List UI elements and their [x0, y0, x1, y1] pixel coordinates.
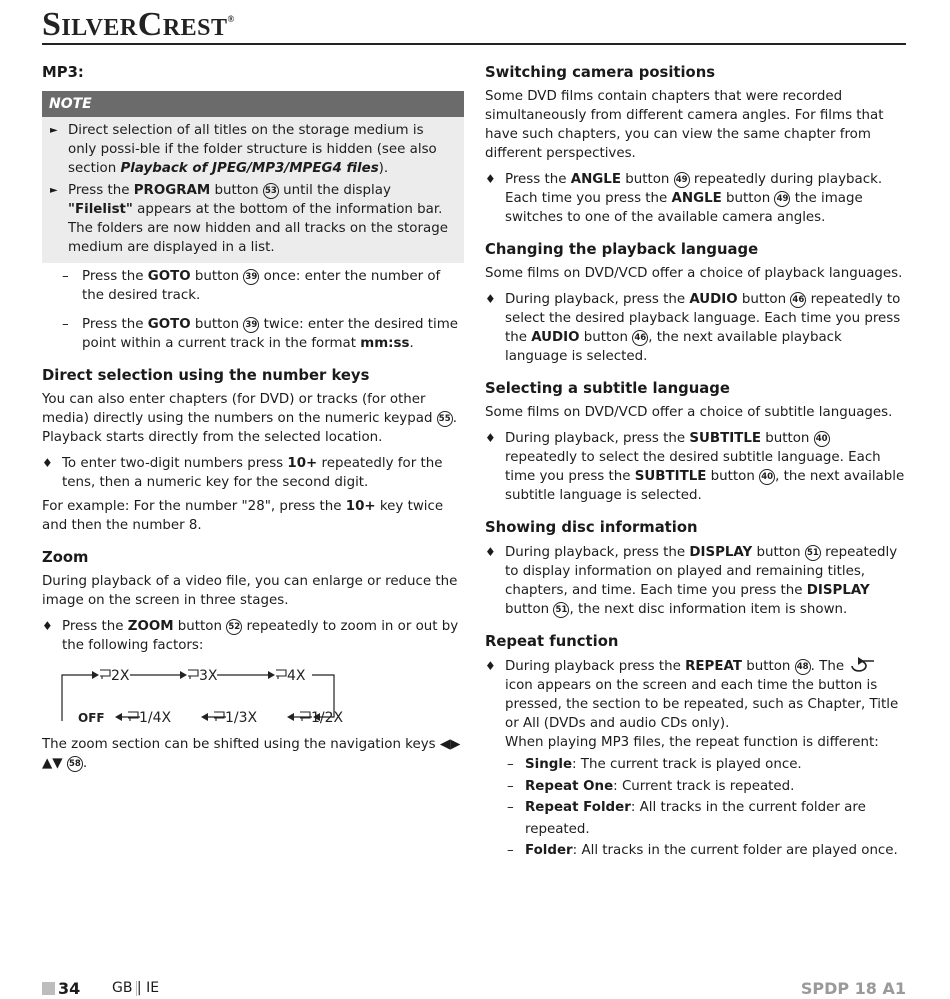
zoom-cycle-diagram	[42, 659, 352, 729]
header-rule	[42, 43, 906, 45]
repeat-heading: Repeat function	[485, 633, 619, 650]
bullet-item: ♦ During playback press the REPEAT button 48 . The icon appears on the screen and each time the button is pressed, the section to be repeated, such as Chapter, Title or All (DVDs and audio CDs only). When playing MP3 files, the repeat function is different: – Single: The current track is played once. – Repeat One: Current track is repeated. – Repeat Folder: All tracks in the current folder are repeated. – Folder: All tracks in the current folder are played once.	[485, 657, 905, 862]
bullet-item: ♦ Press the ZOOM button 52 repeatedly to zoom in or out by the following factors:	[42, 619, 459, 654]
country-codes: GB | IE	[112, 980, 160, 996]
camera-text: Some DVD films contain chapters that were recorded simultaneously from different camera angles. For films that have such chapters, you can view the same chapter from different perspectives.	[485, 89, 884, 161]
page-footer	[42, 979, 906, 999]
subtitle-text: Some films on DVD/VCD offer a choice of subtitle languages.	[485, 405, 893, 420]
bullet-item: ♦ During playback, press the SUBTITLE button 40 repeatedly to select the desired subtitle language. Each time you press the SUBTITLE button 40 , the next available subtitle language is selected.	[485, 431, 905, 503]
zoom-1-3x-label: 1/3X	[225, 710, 258, 727]
key-number-badge: 46	[790, 292, 806, 308]
key-number-badge: 48	[795, 659, 811, 675]
diamond-bullet-icon: ♦	[42, 456, 53, 471]
goto-step: – Press the GOTO button 39 once: enter the number of the desired track.	[62, 269, 441, 304]
repeat-mode-item: – Repeat Folder: All tracks in the current folder are repeated.	[507, 800, 866, 837]
subtitle-heading: Selecting a subtitle language	[485, 380, 730, 397]
up-down-arrows-icon: ▲▼	[42, 756, 63, 772]
zoom-2x-label: 2X	[111, 668, 130, 685]
key-number-badge: 53	[263, 183, 279, 199]
repeat-modes-list	[505, 754, 905, 862]
direct-selection-heading: Direct selection using the number keys	[42, 367, 370, 385]
language-text: Some films on DVD/VCD offer a choice of playback languages.	[485, 266, 903, 281]
footer-square-icon	[42, 982, 55, 995]
zoom-off-label: OFF	[78, 711, 105, 726]
key-number-badge: 51	[805, 545, 821, 561]
note-item: ► Press the PROGRAM button 53 until the display "Filelist" appears at the bottom of the information bar. The folders are now hidden and all tracks on the storage medium are displayed in a list.	[50, 182, 448, 256]
bullet-item: ♦ Press the ANGLE button 49 repeatedly during playback. Each time you press the ANGLE button 49 the image switches to one of the available camera angles.	[485, 172, 883, 225]
repeat-mode-item: – Folder: All tracks in the current folder are played once.	[507, 843, 898, 858]
disc-info-heading: Showing disc information	[485, 519, 698, 536]
zoom-1-4x-label: 1/4X	[139, 710, 172, 727]
zoom-1-2x-label: 1/2X	[311, 710, 344, 727]
left-column	[42, 64, 464, 773]
note-label: NOTE	[42, 91, 464, 117]
note-item: ► Direct selection of all titles on the storage medium is only possi-ble if the folder structure is hidden (see also section Playback of JPEG/MP3/MPEG4 files).	[50, 123, 437, 177]
key-number-badge: 49	[774, 191, 790, 207]
mp3-heading: MP3:	[42, 64, 84, 81]
diamond-bullet-icon: ♦	[42, 619, 53, 634]
bullet-item: ♦ During playback, press the AUDIO button 46 repeatedly to select the desired playback language. Each time you press the AUDIO button 46 , the next available playback language is selected.	[485, 292, 901, 364]
arrow-icon: ►	[50, 184, 58, 196]
diamond-bullet-icon: ♦	[485, 431, 496, 445]
zoom-heading: Zoom	[42, 549, 89, 567]
diamond-bullet-icon: ♦	[485, 172, 496, 186]
goto-step: – Press the GOTO button 39 twice: enter the desired time point within a current track in the format mm:ss.	[62, 317, 458, 352]
right-column	[485, 64, 905, 862]
diamond-bullet-icon: ♦	[485, 292, 496, 306]
key-number-badge: 58	[67, 756, 83, 772]
note-box	[42, 117, 464, 263]
direct-selection-text: You can also enter chapters (for DVD) or tracks (for other media) directly using the numbers on the numeric keypad 55 . Playback starts directly from the selected location.	[42, 392, 457, 446]
example-text: For example: For the number "28", press the 10+ key twice and then the number 8.	[42, 499, 444, 534]
key-number-badge: 40	[759, 469, 775, 485]
key-number-badge: 39	[243, 269, 259, 285]
diamond-bullet-icon: ♦	[485, 659, 496, 673]
bullet-item: ♦ During playback, press the DISPLAY button 51 repeatedly to display information on played and remaining titles, chapters, and time. Each time you press the DISPLAY button 51 , the next disc information item is shown.	[485, 545, 898, 617]
key-number-badge: 39	[243, 317, 259, 333]
arrow-icon: ►	[50, 125, 58, 136]
zoom-text: During playback of a video file, you can enlarge or reduce the image on the screen in three stages.	[42, 574, 458, 609]
key-number-badge: 51	[553, 602, 569, 618]
language-heading: Changing the playback language	[485, 241, 759, 258]
zoom-3x-label: 3X	[199, 668, 218, 685]
bullet-item: ♦ To enter two-digit numbers press 10+ repeatedly for the tens, then a numeric key for the second digit.	[42, 456, 443, 491]
model-number: SPDP 18 A1	[800, 979, 906, 998]
left-right-arrows-icon: ◀▶	[439, 737, 461, 753]
key-number-badge: 46	[632, 330, 648, 346]
key-number-badge: 40	[814, 431, 830, 447]
repeat-mode-item: – Repeat One: Current track is repeated.	[507, 778, 795, 794]
brand-logo: SILVERCREST®	[42, 6, 235, 43]
camera-heading: Switching camera positions	[485, 64, 716, 81]
repeat-icon	[848, 657, 878, 673]
zoom-4x-label: 4X	[287, 668, 306, 685]
navigation-text: The zoom section can be shifted using the navigation keys ◀▶ ▲▼ 58 .	[42, 737, 461, 772]
repeat-mode-item: – Single: The current track is played once.	[507, 757, 802, 772]
page-number: 34	[58, 979, 81, 998]
key-number-badge: 52	[226, 619, 242, 635]
key-number-badge: 49	[674, 172, 690, 188]
diamond-bullet-icon: ♦	[485, 545, 496, 559]
key-number-badge: 55	[437, 411, 453, 427]
